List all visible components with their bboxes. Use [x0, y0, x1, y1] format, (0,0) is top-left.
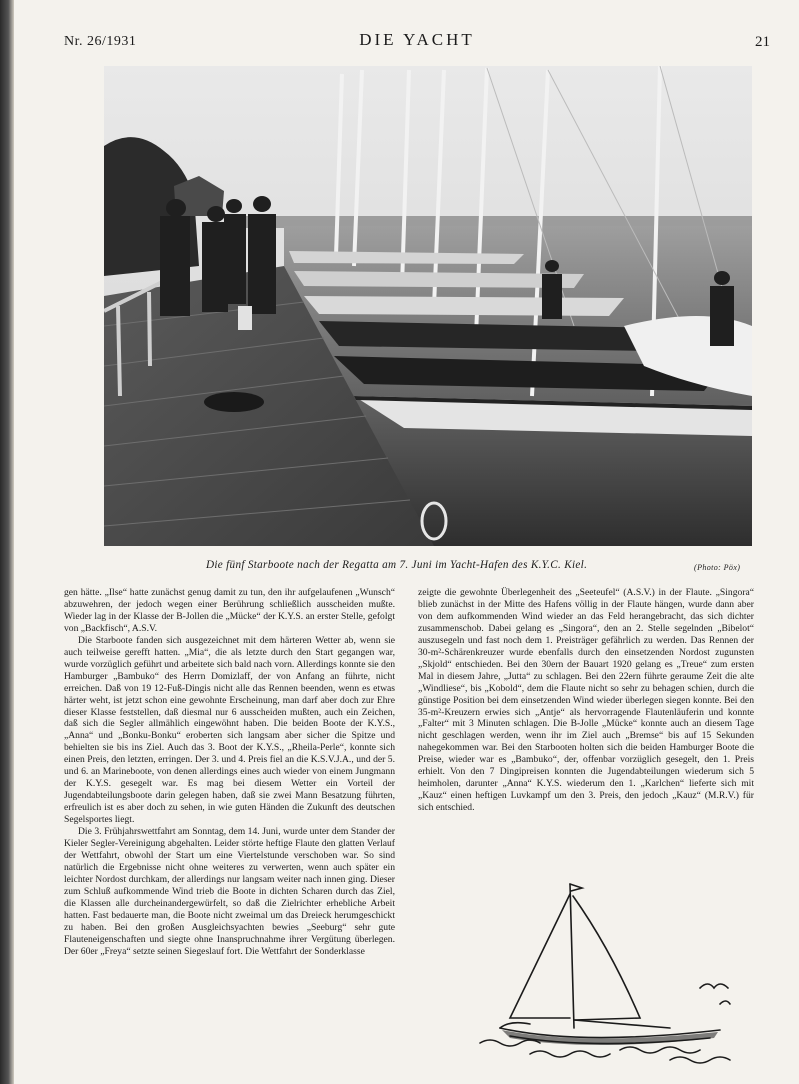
- issue-number: Nr. 26/1931: [64, 34, 137, 49]
- page-header: [64, 30, 770, 54]
- page-number: 21: [755, 34, 770, 50]
- paragraph: Die 3. Frühjahrswettfahrt am Sonntag, dem 14. Juni, wurde unter dem Stander der Kieler Segler-Vereinigung abgehalten. Leider störte heftige Flaute den glatten Verlauf der Wettfahrt, obwohl der Start um eine Viertelstunde verschoben war. So sind natürlich die Ergebnisse nicht ohne weiteres zu verwerten, wenn auch später ein leichter Nordost durchkam, der allerdings nur langsam weiter nach innen ging. Dieser zum Schluß aufkommende Wind trieb die Boote in dichten Scharen durch das Ziel, die Klassen alle durcheinandergewürfelt, so daß die Zielrichter erhebliche Arbeit hatten. Fast bedauerte man, die Boote nicht zweimal um das Dreieck herumgeschickt zu haben. Bei den großen Ausgleichsyachten bewies „Seeburg“ sehr gute Flauteneigenschaften und siegte ohne Inanspruchnahme ihrer Vergütung überlegen. Der 60er „Freya“ setzte seinen Siegeslauf fort. Die Wettfahrt der Sonderklasse: [64, 826, 395, 957]
- right-column: [418, 587, 754, 814]
- magazine-title: DIE YACHT: [359, 30, 475, 49]
- photo-credit: (Photo: Pöx): [694, 563, 741, 572]
- paragraph: gen hätte. „Ilse“ hatte zunächst genug damit zu tun, den ihr aufgelaufenen „Wunsch“ abzuwehren, der jedoch wegen einer Berührung schließlich ausscheiden mußte. Wieder lag in der Klasse der B-Jollen die „Mücke“ der K.Y.S. an erster Stelle, gefolgt von „Backfisch“, A.S.V.: [64, 587, 395, 634]
- paragraph: zeigte die gewohnte Überlegenheit des „Seeteufel“ (A.S.V.) in der Flaute. „Singora“ blieb zunächst in der Mitte des Hafens völlig in der Flaute hängen, wurde dann aber von dem aufkommenden Wind wieder an das Feld herangebracht, das sich dichter zusammenschob. Dabei gelang es „Singora“, den an 2. Stelle segelnden „Bibelot“ auszusegeln und fast noch dem 1. Preisträger gefährlich zu werden. Das Rennen der 30-m²-Schärenkreuzer wurde ebenfalls durch den einsetzenden Nordost zugunsten „Skjold“ entschieden. Bei den 30ern der Bauart 1920 gelang es „Treue“ zum ersten Mal in diesem Jahre, „Jutta“ zu schlagen. Bei den 22ern führte geraume Zeit die alte „Windliese“, bis „Kobold“, dem die Flaute nicht so sehr zu behagen schien, durch die günstige Position bei dem einsetzenden Wind wieder überlegen siegen konnte. Bei den 35-m²-Kreuzern erwies sich „Antje“ als hervorragende Flautenläuferin und konnte „Falter“ mit 3 Minuten schlagen. Die B-Jolle „Mücke“ konnte auch an diesem Tage nicht geschlagen werden, wenn ihr im Ziel auch „Bremse“ bis auf 15 Sekunden nahegekommen war. Bei den Starbooten holten sich die beiden Hamburger Boote die Preise, wieder war es „Bambuko“, der, offenbar vorzüglich gesegelt, den 1. Preis erhielt. Von den 7 Dingipreisen konnten die Jugendabteilungen wiederum sich 5 heimholen, darunter „Anna“ K.Y.S. wiederum den 1. „Karlchen“ lieferte sich mit „Kauz“ einen heftigen Luvkampf um den 3. Preis, den jedoch „Kauz“ (M.R.V.) für sich entschied.: [418, 587, 754, 814]
- harbour-photo: [104, 66, 752, 546]
- paragraph: Die Starboote fanden sich ausgezeichnet mit dem härteren Wetter ab, wenn sie auch teilweise gerefft hatten. „Mia“, die als letzte durch den Start gegangen war, wurde vorzüglich geführt und arbeitete sich bald nach vorn. Allerdings konnte sie den Hamburger „Bambuko“ des Herrn Domizlaff, der von Anfang an führte, nicht erreichen. Daß von 19 12-Fuß-Dingis nicht alle das Rennen beenden, wenn es etwas härter weht, ist jetzt schon eine gewohnte Erscheinung, man darf aber doch zur Ehre dieser Klasse feststellen, daß diesmal nur 6 ausscheiden mußten, auch ein Zeichen, daß sich die Segler allmählich eingewöhnt haben. Die beiden Boote der K.Y.S., „Anna“ und „Bonku-Bonku“ eroberten sich langsam aber sicher die Spitze und behielten sie bis ins Ziel. Auch das 3. Boot der K.Y.S., „Rheila-Perle“, konnte sich einen Preis, den letzten, erringen. Der 3. und 4. Preis fiel an die K.S.V.J.A., und der 5. und 6. an Marineboote, von denen allerdings eines auch wieder von einem Jungmann der K.Y.S. gesegelt war. Es mag bei diesem Wetter ein Vorteil der Jugendabteilungsboote darin gelegen haben, daß sie zwei Mann Besatzung führten, erfreulich ist es aber doch zu sehen, in wie guten Händen die Zukunft des deutschen Segelsportes liegt.: [64, 634, 395, 826]
- left-column: [64, 587, 395, 958]
- page-binding-edge: [0, 0, 14, 1084]
- sailboat-sketch: [470, 878, 760, 1068]
- photo-caption: Die fünf Starboote nach der Regatta am 7. Juni im Yacht-Hafen des K.Y.C. Kiel.: [206, 559, 588, 571]
